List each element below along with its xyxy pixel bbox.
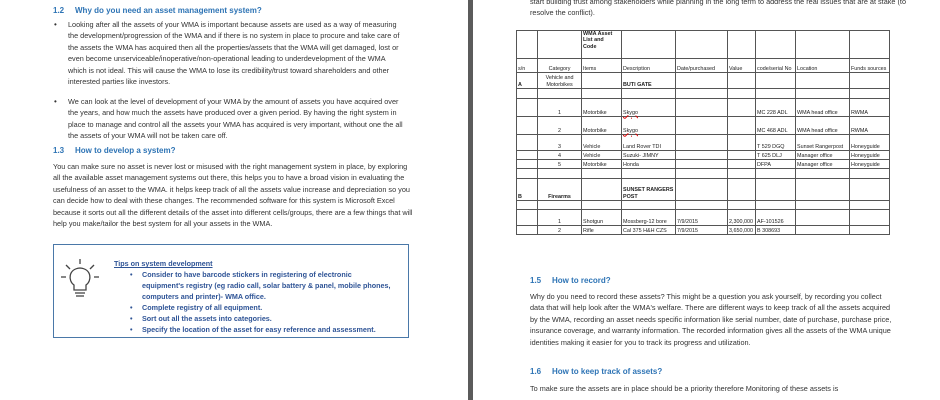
cell-date: [676, 117, 728, 135]
bullet-paragraph: • We can look at the level of development of your WMA by the amount of assets you have acquired over the years, and how much the assets have produced over a given period. By having the right system in place to manage and control all the assets your WMA has acquired is very important, without one the all the assets of your WMA will not be taken care off.: [54, 97, 403, 141]
cell-funds: [850, 226, 890, 235]
column-header: Description: [622, 59, 676, 73]
cell-sn: 5: [538, 160, 582, 169]
asset-register-table: [516, 30, 890, 235]
section-heading-1-6: [530, 367, 662, 376]
bullet-paragraph: • Looking after all the assets of your WMA is important because assets are used as a way of measuring the development/progression of the WMA and if there is no system in place to procure and take care of the assets the WMA has acquired then all the properties/assets that the WMA will get damaged, lost or even become unserviceable/inoperative/non-operational leading to underdevelopment of the WMA which is not ideal. This will cause the WMA to lose its credibility/trust toward shareholders and other interested parties like investors.: [54, 20, 400, 87]
tip-text: Specify the location of the asset for easy reference and assessment.: [142, 325, 376, 334]
cell-sn: 1: [538, 99, 582, 117]
column-header: Location: [796, 59, 850, 73]
cell-value: 3,650,000: [728, 226, 756, 235]
table-spacer-row: [517, 201, 890, 210]
tips-box: [53, 244, 409, 338]
title-line: List and: [583, 37, 604, 44]
cell-funds: Honeyguide: [850, 160, 890, 169]
bullet-text: We can look at the level of development of your WMA by the amount of assets you have acquired over the years, and how much the assets have produced over a given period. By having the right system in place to manage and control all the assets your WMA has acquired is very important, without one the all the assets of your WMA will not be taken care off.: [68, 97, 403, 141]
cell-code: B 308693: [756, 226, 796, 235]
bullet-text: Looking after all the assets of your WMA is important because assets are used as a way of measuring the development/progression of the WMA and if there is no system in place to procure and take care of the assets the WMA has acquired then all the properties/assets that the WMA will get damaged, lost or even become unserviceable/inoperative/non-operational leading to underdevelopment of the WMA which is not ideal. This will cause the WMA to lose its credibility/trust toward shareholders and other interested parties like investors.: [68, 20, 400, 87]
cell-value: [728, 135, 756, 151]
cell-items: Rifle: [582, 226, 622, 235]
table-row: [517, 226, 890, 235]
paragraph: Why do you need to record these assets? This might be a question you ask yourself, by recording you collect data that will help look after the WMA's welfare. There are different ways to keep track of all the assets acquired by the WMA, recording an asset needs specific information like serial number, date of purchase, purchase price, insurance coverage, and warranty information. The recorded information gives all the assets of the WMA unique identities making it easier for you to track its progress and utilization.: [530, 292, 892, 347]
lightbulb-icon: [60, 257, 100, 303]
tip-item: • Sort out all the assets into categories.: [130, 314, 272, 323]
cell-sn: 1: [538, 210, 582, 226]
title-line: WMA Asset: [583, 31, 613, 37]
section-heading-1-3: [53, 146, 175, 155]
cell-date: [676, 160, 728, 169]
cell-sn: 2: [538, 226, 582, 235]
column-header: Funds sources: [850, 59, 890, 73]
cell-date: [676, 135, 728, 151]
section-heading-1-5: [530, 276, 611, 285]
table-section-row: [517, 73, 890, 89]
tip-text: Complete registry of all equipment.: [142, 303, 263, 312]
section-description: SUNSET RANGERS POST: [622, 179, 676, 201]
column-header: Value: [728, 59, 756, 73]
section-title: Why do you need an asset management system?: [75, 6, 262, 15]
paragraph: start building trust among stakeholders while planning in the long term to address the real issues that are at stake (to resolve the conflict).: [530, 0, 906, 18]
table-row: [517, 135, 890, 151]
cell-funds: Honeyguide: [850, 135, 890, 151]
section-heading-1-2: [53, 6, 262, 15]
cell-funds: Honeyguide: [850, 151, 890, 160]
table-section-row: [517, 179, 890, 201]
cell-value: [728, 160, 756, 169]
table-header-row: [517, 59, 890, 73]
table-row: [517, 210, 890, 226]
cell-location: WMA head office: [796, 99, 850, 117]
cell-description: Land Rover TDI: [622, 135, 676, 151]
cell-funds: [850, 210, 890, 226]
tip-item: • Complete registry of all equipment.: [130, 303, 263, 312]
section-title: How to keep track of assets?: [552, 367, 663, 376]
cell-sn: 3: [538, 135, 582, 151]
tip-text: Consider to have barcode stickers in registering of electronic equipment's registry (eg radio call, solar battery & panel, mobile phones, computers and printer)- WMA office.: [142, 270, 391, 301]
section-title: How to record?: [552, 276, 611, 285]
cell-code: MC 228 ADL: [756, 99, 796, 117]
column-header: s/n: [517, 59, 538, 73]
cell-location: Manager office: [796, 160, 850, 169]
cell-items: Motorbike: [582, 117, 622, 135]
cell-items: Shotgun: [582, 210, 622, 226]
section-description: BUTI GATE: [622, 73, 676, 89]
cell-description: Honda: [622, 160, 676, 169]
cell-date: 7/9/2015: [676, 210, 728, 226]
section-number: 1.6: [530, 367, 542, 376]
cell-items: Motorbike: [582, 99, 622, 117]
cell-code: T 529 DGQ: [756, 135, 796, 151]
tip-item: • Specify the location of the asset for easy reference and assessment.: [130, 325, 376, 334]
cell-sn: 4: [538, 151, 582, 160]
cell-code: AF-101526: [756, 210, 796, 226]
cell-funds: RWMA: [850, 117, 890, 135]
cell-code: MC 468 ADL: [756, 117, 796, 135]
cell-funds: RWMA: [850, 99, 890, 117]
cell-date: [676, 99, 728, 117]
cell-value: [728, 117, 756, 135]
cell-description: Mossberg-12 bore: [622, 210, 676, 226]
document-page-left: [0, 0, 468, 400]
cell-code: T 625 DLJ: [756, 151, 796, 160]
section-title: How to develop a system?: [75, 146, 176, 155]
table-row: [517, 117, 890, 135]
cell-value: [728, 99, 756, 117]
cell-location: Sunset Rangerpost: [796, 135, 850, 151]
paragraph: You can make sure no asset is never lost or misused with the right management system in place, by exploring all the available asset management systems out there, this helps you to have a broad vision in evaluating the usefulness of an asset to the WMA. it helps keep track of all the assets value increase and depreciation so you can decide how to deal with these changes. The recommended software for this system is Microsoft Excel because it sorts out all the different details of the asset into different cells/groups, there are a few things that will help you make/tailor the best system for all your assets in the WMA.: [53, 162, 413, 229]
tip-text: Sort out all the assets into categories.: [142, 314, 272, 323]
cell-location: Manager office: [796, 151, 850, 160]
cell-items: Vehicle: [582, 135, 622, 151]
document-page-right: [473, 0, 940, 400]
cell-location: WMA head office: [796, 117, 850, 135]
section-number: 1.2: [53, 6, 65, 15]
section-id: A: [517, 73, 538, 89]
section-number: 1.3: [53, 146, 65, 155]
cell-items: Vehicle: [582, 151, 622, 160]
section-number: 1.5: [530, 276, 542, 285]
paragraph: To make sure the assets are in place should be a priority therefore Monitoring of these assets is: [530, 384, 839, 393]
section-category: Firearms: [538, 179, 582, 201]
table-row: [517, 99, 890, 117]
section-category: Vehicle and Motorbikes: [538, 73, 582, 89]
cell-location: [796, 210, 850, 226]
cell-code: DFPA: [756, 160, 796, 169]
column-header: Items: [582, 59, 622, 73]
title-line: Code: [583, 43, 597, 50]
table-spacer-row: [517, 169, 890, 179]
column-header: code/serial No: [756, 59, 796, 73]
table-row: [517, 151, 890, 160]
cell-items: Motorbike: [582, 160, 622, 169]
tips-title: Tips on system development: [114, 259, 213, 268]
column-header: Date/purchased: [676, 59, 728, 73]
table-title: [582, 31, 622, 59]
cell-value: 2,300,000: [728, 210, 756, 226]
table-title-row: [517, 31, 890, 59]
cell-location: [796, 226, 850, 235]
cell-description: Cal 375 H&H CZS: [622, 226, 676, 235]
cell-description: Suzuki- JIMNY: [622, 151, 676, 160]
table-row: [517, 160, 890, 169]
cell-value: [728, 151, 756, 160]
cell-description: Skygo: [622, 117, 676, 135]
tip-item: • Consider to have barcode stickers in registering of electronic equipment's registry (eg radio call, solar battery & panel, mobile phones, computers and printer)- WMA office.: [130, 270, 391, 301]
cell-date: [676, 151, 728, 160]
cell-description: Skygo: [622, 99, 676, 117]
section-id: B: [517, 179, 538, 201]
column-header: Category: [538, 59, 582, 73]
cell-date: 7/9/2015: [676, 226, 728, 235]
cell-sn: 2: [538, 117, 582, 135]
table-spacer-row: [517, 89, 890, 99]
